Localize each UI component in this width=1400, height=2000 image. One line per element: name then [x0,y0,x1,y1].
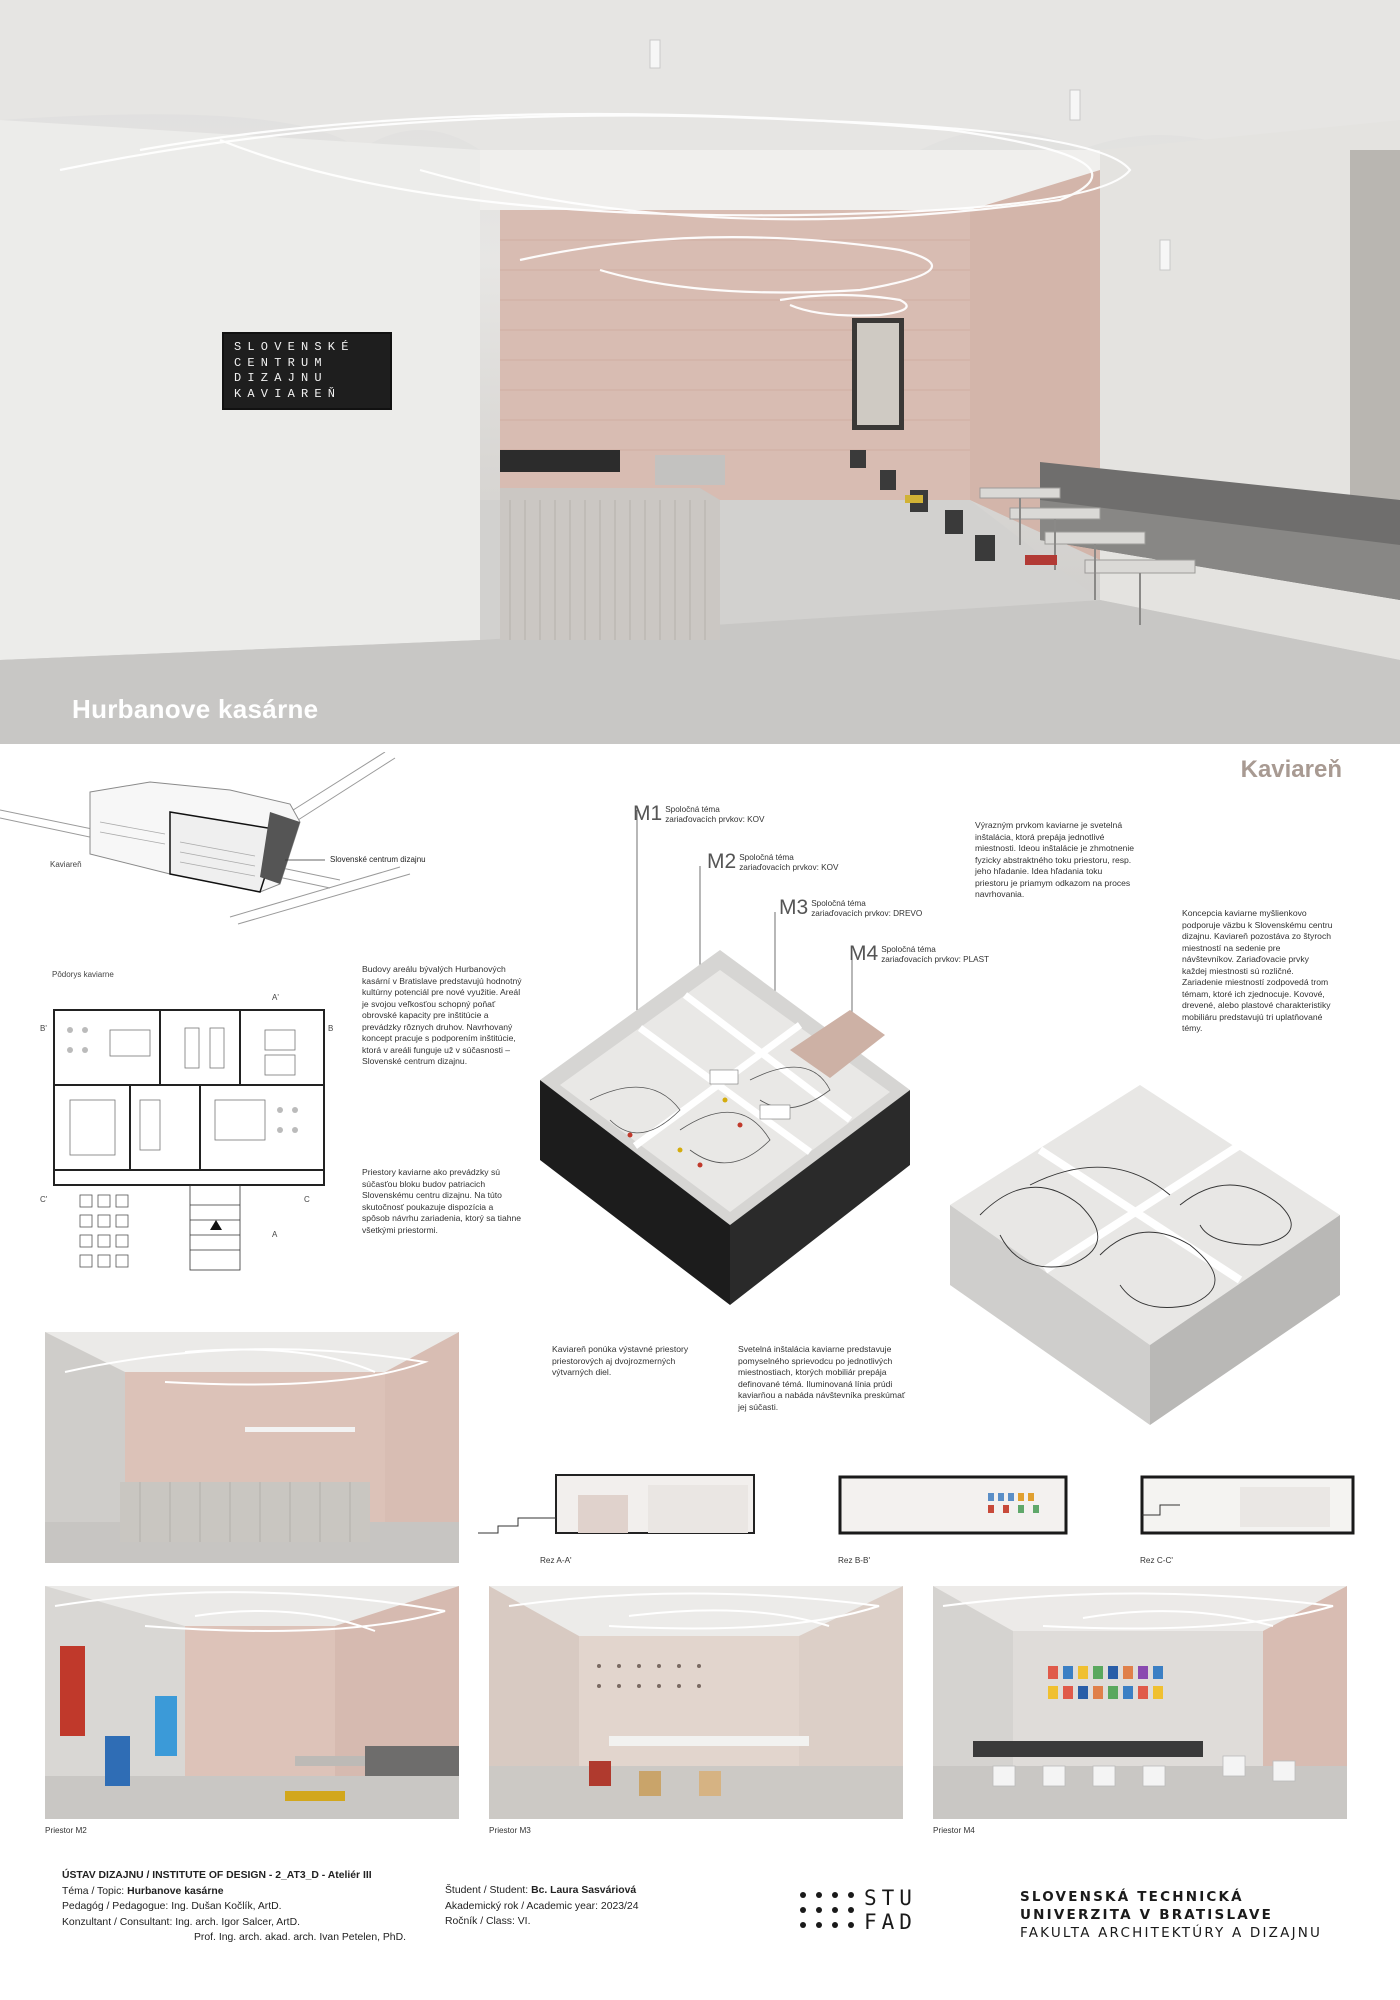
mark-c: C [304,1195,310,1204]
theme-m3-code: M3 [779,896,809,919]
mark-a-prime: A' [272,993,279,1002]
render-m3-label: Priestor M3 [489,1826,531,1835]
section-c-drawing [1140,1475,1355,1535]
university-name [1020,1888,1322,1942]
render-m4 [933,1586,1347,1819]
section-c [1140,1475,1355,1535]
axonometry-light-drawing [940,1085,1350,1425]
theme-m1-line2: zariaďovacích prvkov: KOV [665,815,765,824]
university-line-3: FAKULTA ARCHITEKTÚRY A DIZAJNU [1020,1925,1323,1941]
footer-institute: ÚSTAV DIZAJNU / INSTITUTE OF DESIGN - 2_AT3_D - Ateliér III [62,1870,372,1881]
render-counter [45,1332,459,1563]
theme-m2-text [739,852,838,873]
mark-b-prime: B' [40,1024,47,1033]
render-m3-drawing [489,1586,903,1819]
text-intro: Budovy areálu bývalých Hurbanových kasární v Bratislave predstavujú hodnotný kultúrny potenciál pre nové využitie. Areál je svojou veľkosťou schopný poňať obrovské kapacity pre inštitúcie a prevádzky rôznych druhov. Navrhovaný koncept pracuje s podporením inštitúcie, ktorá v areáli funguje už v súčasnosti – Slovenské centrum dizajnu. [362,964,522,1066]
logo-mark [864,1886,917,1934]
theme-m1-code: M1 [633,802,663,825]
sign-line-4: KAVIAREŇ [234,386,342,401]
theme-m2-line2: zariaďovacích prvkov: KOV [739,863,839,872]
footer-student-label: Študent / Student: [445,1885,532,1896]
footer-year: Akademický rok / Academic year: 2023/24 [445,1900,639,1912]
text-spaces: Priestory kaviarne ako prevádzky sú súčasťou bloku budov patriacich Slovenskému centru dizajnu. Na túto skutočnosť poukazuje dispozícia a spôsob návrhu zariadenia, ktorý sa tiahne všetkými priestormi. [362,1167,522,1235]
section-b-label: Rez B-B' [838,1556,871,1565]
stu-fad-logo [800,1886,917,1934]
section-a-drawing [478,1470,768,1550]
footer-class: Ročník / Class: VI. [445,1916,531,1927]
theme-m1-text [665,804,764,825]
footer-consultant: Konzultant / Consultant: Ing. arch. Igor Salcer, ArtD. [62,1916,300,1928]
mark-a: A [272,1230,278,1239]
section-title: Kaviareň [1240,756,1342,783]
logo-stu: STU [864,1886,917,1910]
theme-m3 [779,898,922,919]
theme-m3-text [811,898,922,919]
mark-b: B [328,1024,334,1033]
axonometry-light [940,1085,1350,1425]
axonometry-furnished [530,950,920,1305]
footer-student-value: Bc. Laura Sasváriová [531,1885,637,1896]
theme-m2-line1: Spoločná téma [739,853,794,862]
render-m4-drawing [933,1586,1347,1819]
footer-teacher: Pedagóg / Pedagogue: Ing. Dušan Kočlík, ArtD. [62,1901,282,1912]
sign-line-1: SLOVENSKÉ [234,340,355,354]
render-counter-drawing [45,1332,459,1563]
theme-m1-line1: Spoločná téma [665,805,720,814]
site-label-centre: Slovenské centrum dizajnu [330,855,426,864]
render-m3 [489,1586,903,1819]
footer-student [445,1883,745,1899]
mark-c-prime: C' [40,1195,48,1204]
render-m2-label: Priestor M2 [45,1826,87,1835]
university-line-1: SLOVENSKÁ TECHNICKÁ [1020,1889,1244,1905]
section-c-label: Rez C-C' [1140,1556,1173,1565]
render-m2-drawing [45,1586,459,1819]
theme-m3-line2: zariaďovacích prvkov: DREVO [811,909,923,918]
university-line-2: UNIVERZITA V BRATISLAVE [1020,1907,1274,1923]
sign-line-3: DIZAJNU [234,371,328,386]
theme-m4-code: M4 [849,942,879,965]
site-label-cafe: Kaviareň [50,860,82,869]
logo-fad: FAD [864,1910,917,1934]
footer-middle [445,1883,745,1930]
text-concept: Koncepcia kaviarne myšlienkovo podporuje väzbu k Slovenskému centru dizajnu. Kaviareň pozostáva zo štyroch miestností na sedenie pre návštevníkov. Zariaďovacie prvky každej miestnosti sú rozličné. Zariadenie miestností zodpovedá trom témam, ktoré ich zjednocuje. Kovové, drevené, alebo plastové charakteristiky mobiliáru predstavujú tri uplatňované témy. [1182,908,1333,1033]
section-a-label: Rez A-A' [540,1556,572,1565]
axonometry-furnished-drawing [530,950,920,1305]
footer-topic-value: Hurbanove kasárne [127,1885,224,1897]
footer-left [62,1868,442,1946]
footer-topic-label: Téma / Topic: [62,1885,128,1897]
section-b [838,1475,1068,1535]
footer-topic [62,1884,442,1900]
section-a [478,1470,768,1550]
text-light: Výrazným prvkom kaviarne je svetelná inštalácia, ktorá prepája jednotlivé miestnosti. Ideou inštalácie je zhmotnenie fyzicky abstraktného toku priestoru, resp. jeho hľadanie. Idea hľadania toku priestoru je priamym odkazom na proces navrhovania. [975,820,1135,899]
render-m4-label: Priestor M4 [933,1826,975,1835]
text-guide: Svetelná inštalácia kaviarne predstavuje pomyselného sprievodcu po jednotlivých miestnostiach, ktorých mobiliár prepája definované témá. Iluminovaná línia prúdi kaviarňou a nabáda návštevníka preskúmať jej súčasti. [738,1344,906,1412]
section-b-drawing [838,1475,1068,1535]
theme-m2 [707,852,838,873]
theme-m3-line1: Spoločná téma [811,899,866,908]
footer-consultant-2: Prof. Ing. arch. akad. arch. Ivan Petelen, PhD. [194,1932,406,1943]
hero-title: Hurbanove kasárne [72,694,319,724]
render-m2 [45,1586,459,1819]
floor-plan-title: Pôdorys kaviarne [52,970,114,979]
text-exhibit: Kaviareň ponúka výstavné priestory priestorových aj dvojrozmerných výtvarných diel. [552,1344,689,1377]
theme-m2-code: M2 [707,850,737,873]
theme-m1 [633,804,764,825]
sign-line-2: CENTRUM [234,355,328,370]
theme-m4-line1: Spoločná téma [881,945,936,954]
theme-m4-line2: zariaďovacích prvkov: PLAST [881,955,990,964]
logo-dots-icon [800,1892,854,1928]
